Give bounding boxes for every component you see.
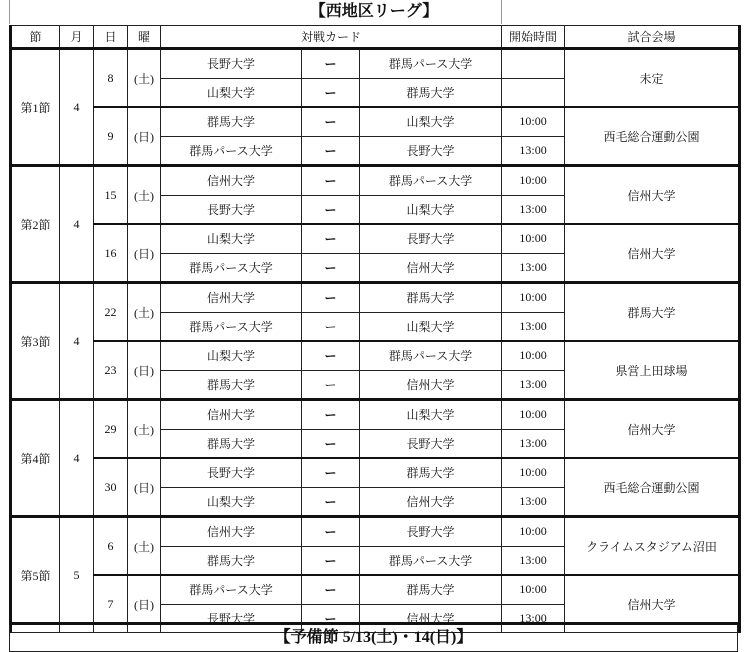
start-time — [502, 78, 565, 107]
header-row — [11, 26, 740, 49]
start-time: 10:00 — [502, 166, 565, 196]
round-label: 第3節 — [11, 283, 60, 400]
home-team: 山梨大学 — [161, 341, 302, 370]
venue-cell: 群馬大学 — [565, 283, 740, 342]
weekday-cell: (日) — [128, 458, 161, 517]
home-team: 信州大学 — [161, 166, 302, 196]
away-team: 山梨大学 — [360, 312, 502, 341]
away-team: 長野大学 — [360, 429, 502, 458]
header-month: 月 — [60, 26, 94, 49]
versus-separator: ー — [302, 546, 360, 575]
versus-separator: ー — [302, 107, 360, 136]
weekday-cell: (日) — [128, 575, 161, 633]
weekday-cell: (土) — [128, 283, 161, 342]
home-team: 長野大学 — [161, 49, 302, 79]
home-team: 長野大学 — [161, 195, 302, 224]
day-cell: 16 — [94, 224, 128, 283]
start-time: 13:00 — [502, 604, 565, 633]
away-team: 長野大学 — [360, 224, 502, 253]
versus-separator: ー — [302, 341, 360, 370]
start-time: 10:00 — [502, 224, 565, 253]
versus-separator: ー — [302, 283, 360, 313]
month-cell: 4 — [60, 283, 94, 400]
venue-cell: 信州大学 — [565, 575, 740, 633]
day-cell: 29 — [94, 400, 128, 459]
start-time: 13:00 — [502, 370, 565, 400]
venue-cell: 県営上田球場 — [565, 341, 740, 400]
away-team: 群馬大学 — [360, 283, 502, 313]
month-cell: 4 — [60, 49, 94, 166]
home-team: 群馬大学 — [161, 107, 302, 136]
round-label: 第1節 — [11, 49, 60, 166]
start-time — [502, 49, 565, 79]
start-time: 13:00 — [502, 312, 565, 341]
weekday-cell: (土) — [128, 166, 161, 225]
start-time: 13:00 — [502, 253, 565, 283]
start-time: 10:00 — [502, 517, 565, 547]
header-venue: 試合会場 — [565, 26, 740, 49]
schedule-table — [9, 25, 741, 633]
month-cell: 4 — [60, 400, 94, 517]
header-setsu: 節 — [11, 26, 60, 49]
start-time: 10:00 — [502, 458, 565, 487]
home-team: 群馬パース大学 — [161, 253, 302, 283]
month-cell: 5 — [60, 517, 94, 633]
header-start-time: 開始時間 — [502, 26, 565, 49]
weekday-cell: (土) — [128, 49, 161, 108]
table-row — [11, 283, 740, 313]
month-cell: 4 — [60, 166, 94, 283]
start-time: 13:00 — [502, 546, 565, 575]
venue-cell: 西毛総合運動公園 — [565, 458, 740, 517]
start-time: 10:00 — [502, 283, 565, 313]
home-team: 山梨大学 — [161, 487, 302, 517]
table-row — [11, 517, 740, 547]
weekday-cell: (日) — [128, 224, 161, 283]
versus-separator: ー — [302, 312, 360, 341]
venue-cell: 未定 — [565, 49, 740, 108]
away-team: 群馬パース大学 — [360, 341, 502, 370]
versus-separator: ー — [302, 370, 360, 400]
venue-cell: 西毛総合運動公園 — [565, 107, 740, 166]
versus-separator: ー — [302, 253, 360, 283]
away-team: 信州大学 — [360, 370, 502, 400]
reserve-round-note: 【予備節 5/13(土)・14(日)】 — [9, 622, 738, 652]
home-team: 山梨大学 — [161, 224, 302, 253]
versus-separator: ー — [302, 166, 360, 196]
day-cell: 9 — [94, 107, 128, 166]
start-time: 13:00 — [502, 487, 565, 517]
home-team: 群馬大学 — [161, 429, 302, 458]
away-team: 長野大学 — [360, 136, 502, 166]
weekday-cell: (土) — [128, 400, 161, 459]
table-row — [11, 224, 740, 253]
versus-separator: ー — [302, 195, 360, 224]
header-matchup: 対戦カード — [161, 26, 502, 49]
start-time: 10:00 — [502, 575, 565, 604]
venue-cell: 信州大学 — [565, 166, 740, 225]
day-cell: 23 — [94, 341, 128, 400]
day-cell: 30 — [94, 458, 128, 517]
start-time: 10:00 — [502, 107, 565, 136]
table-row — [11, 341, 740, 370]
home-team: 信州大学 — [161, 400, 302, 430]
away-team: 群馬大学 — [360, 458, 502, 487]
start-time: 13:00 — [502, 429, 565, 458]
versus-separator: ー — [302, 458, 360, 487]
day-cell: 15 — [94, 166, 128, 225]
away-team: 信州大学 — [360, 487, 502, 517]
home-team: 群馬大学 — [161, 546, 302, 575]
table-row — [11, 458, 740, 487]
away-team: 群馬パース大学 — [360, 546, 502, 575]
table-row — [11, 49, 740, 79]
round-label: 第4節 — [11, 400, 60, 517]
versus-separator: ー — [302, 400, 360, 430]
header-weekday: 曜 — [128, 26, 161, 49]
day-cell: 22 — [94, 283, 128, 342]
weekday-cell: (日) — [128, 341, 161, 400]
table-row — [11, 400, 740, 430]
away-team: 群馬大学 — [360, 575, 502, 604]
versus-separator: ー — [302, 49, 360, 79]
page-title: 【西地区リーグ】 — [309, 3, 439, 20]
round-label: 第5節 — [11, 517, 60, 633]
home-team: 長野大学 — [161, 458, 302, 487]
home-team: 長野大学 — [161, 604, 302, 633]
away-team: 群馬大学 — [360, 78, 502, 107]
versus-separator: ー — [302, 604, 360, 633]
home-team: 群馬大学 — [161, 370, 302, 400]
versus-separator: ー — [302, 517, 360, 547]
away-team: 山梨大学 — [360, 195, 502, 224]
start-time: 13:00 — [502, 136, 565, 166]
home-team: 群馬パース大学 — [161, 575, 302, 604]
venue-cell: クライムスタジアム沼田 — [565, 517, 740, 576]
away-team: 山梨大学 — [360, 400, 502, 430]
away-team: 長野大学 — [360, 517, 502, 547]
away-team: 群馬パース大学 — [360, 166, 502, 196]
home-team: 群馬パース大学 — [161, 312, 302, 341]
header-day: 日 — [94, 26, 128, 49]
versus-separator: ー — [302, 575, 360, 604]
start-time: 10:00 — [502, 400, 565, 430]
venue-cell: 信州大学 — [565, 224, 740, 283]
day-cell: 7 — [94, 575, 128, 633]
start-time: 13:00 — [502, 195, 565, 224]
day-cell: 8 — [94, 49, 128, 108]
round-label: 第2節 — [11, 166, 60, 283]
table-row — [11, 575, 740, 604]
versus-separator: ー — [302, 136, 360, 166]
start-time: 10:00 — [502, 341, 565, 370]
away-team: 信州大学 — [360, 604, 502, 633]
versus-separator: ー — [302, 224, 360, 253]
home-team: 山梨大学 — [161, 78, 302, 107]
away-team: 山梨大学 — [360, 107, 502, 136]
versus-separator: ー — [302, 78, 360, 107]
versus-separator: ー — [302, 487, 360, 517]
home-team: 信州大学 — [161, 283, 302, 313]
home-team: 群馬パース大学 — [161, 136, 302, 166]
versus-separator: ー — [302, 429, 360, 458]
table-row — [11, 107, 740, 136]
venue-cell: 信州大学 — [565, 400, 740, 459]
table-row — [11, 166, 740, 196]
away-team: 信州大学 — [360, 253, 502, 283]
day-cell: 6 — [94, 517, 128, 576]
home-team: 信州大学 — [161, 517, 302, 547]
weekday-cell: (日) — [128, 107, 161, 166]
away-team: 群馬パース大学 — [360, 49, 502, 79]
weekday-cell: (土) — [128, 517, 161, 576]
